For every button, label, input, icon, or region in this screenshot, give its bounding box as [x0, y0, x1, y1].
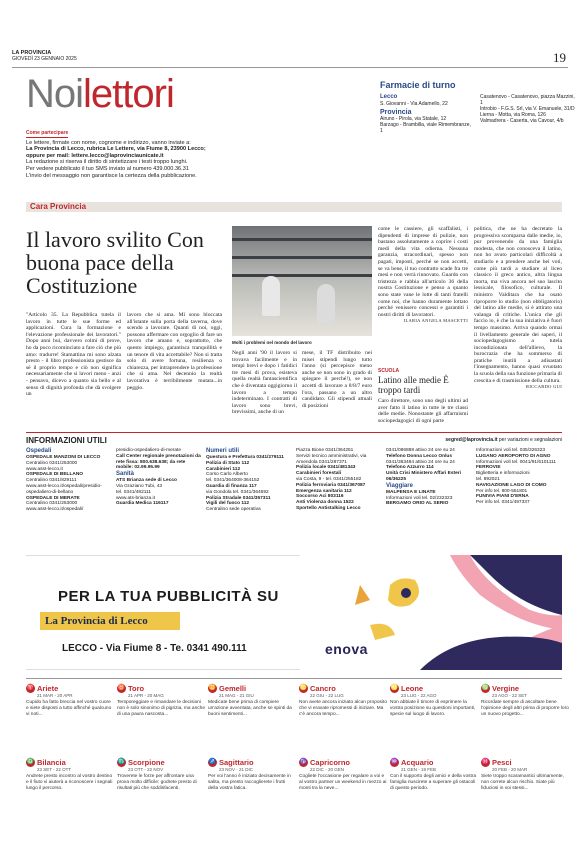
info-entry: 0341/086888 attivo 24 ore su 24 [386, 448, 455, 453]
article-column-1: "Articolo 35. La Repubblica tutela il lavoro in tutte le sue forme ed applicazioni. Cura la formazione e l'elevazione professionale dei lavoratori." Dopo anni bui, davvero colmi di prove, ho da poco ricominciato a fare ciò che più amo: tradurre! Stamattina mi sono alzata presto - il libro professionista gestisce da sé il proprio tempo e ciò non significa necessariamente che si lavori meno - anzi - pensavo, dicevo a quanto sia bello e al senso di dignità profonda che dà svolgere un [26, 312, 121, 398]
sign-dates: 23 NOV - 21 DIC [219, 767, 254, 772]
sign-text: Con il supporto degli amici e della vostra famiglia riuscirete a superare gli ostacoli di questo periodo. [390, 774, 477, 791]
pharmacy-item [380, 94, 475, 107]
sign-name: Gemelli [219, 684, 247, 693]
pharmacy-subheading: Provincia [380, 109, 412, 116]
sign-name: Capricorno [310, 758, 351, 767]
participate-header: Come partecipare [26, 130, 69, 136]
info-heading: Ospedali [26, 448, 52, 454]
info-entry-title: Emergenza sanitaria 112 [296, 488, 352, 494]
info-entry-title: ATS Brianza sede di Lecco [116, 478, 177, 484]
info-entry: www.asst-lecco.it/ospedali/presidio-ospedaliero-di-bellano [26, 483, 102, 495]
sign-dates: 21 MAR - 20 APR [37, 693, 73, 698]
ad-address: LECCO - Via Fiume 8 - Te. 0341 490.111 [62, 643, 247, 654]
zodiac-sagittario-icon: ♐ [208, 759, 217, 765]
pharmacy-col-2 [480, 94, 575, 124]
info-entry: www.asst-lecco.it [26, 466, 63, 472]
horoscope-sign-gemelli [208, 684, 296, 718]
info-entry: Per info tel. 0341/497337 [476, 500, 530, 506]
info-entry-title: Polizia ferroviaria 0341/367087 [296, 482, 366, 488]
pharmacy-entry: S. Giovanni - Via Adamello, 22 [380, 101, 448, 107]
info-entry: Centralino 0341/253000 [26, 460, 78, 466]
sign-name: Bilancia [37, 758, 66, 767]
info-entry-title: OSPEDALE MANZONI DI LECCO [26, 455, 101, 460]
info-entry-title: Call Center regionale prenotazioni da rete fissa: 800.638.638; da rete mobile: 02.99.95.99 [116, 453, 201, 471]
horoscope-sign-pesci [481, 758, 569, 792]
section-label: Cara Provincia [30, 202, 87, 211]
info-entry-title: OSPEDALE DI MERATE [26, 495, 80, 501]
zodiac-capricorno-icon: ♑ [299, 759, 308, 765]
scuola-column-2 [474, 226, 562, 391]
zodiac-acquario-icon: ♒ [390, 759, 399, 765]
sign-dates: 23 SET - 22 OTT [37, 767, 72, 772]
info-col-6 [476, 448, 561, 506]
sign-text: Ricordate sempre di ascoltare bene l'opinione degli altri prima di proporre loro un nuovo progetto... [481, 700, 569, 717]
info-entry-title: Unità Crisi Ministero Affari Esteri 06/36225 [386, 471, 461, 482]
pharmacy-entry: Casatenovo - Casatenovo, piazza Mazzini, 1 [480, 94, 575, 106]
sign-name: Acquario [401, 758, 434, 767]
zodiac-cancro-icon: ♋ [299, 685, 308, 691]
info-heading: Sanità [116, 471, 135, 478]
zodiac-toro-icon: ♉ [117, 685, 126, 691]
info-entry-title: FERROVIE [476, 465, 501, 471]
info-entry-title: NAVIGAZIONE LAGO DI COMO [476, 482, 547, 488]
horoscope-rule [26, 678, 562, 679]
info-entry-title: Polizia locale 0341/481343 [296, 465, 356, 471]
scuola-tag: SCUOLA [378, 368, 400, 374]
zodiac-ariete-icon: ♈ [26, 685, 35, 691]
page-number: 19 [553, 50, 566, 65]
info-entry-title: FUNIVIA PIANI D'ERNA [476, 494, 529, 500]
article-column-3: Negli anni '90 il lavoro si trovava facilmente e in tempi brevi e dopo i fatidici tre mesi di prova, esisteva quella realtà fantascientifica che è diventata oggigiorno il lavoro a tempo indeterminato. I contratti di lavoro sono brevi, brevissimi, anche di un [232, 350, 297, 416]
intro-line: La Provincia di Lecco, rubrica Le Lettere, via Fiume 8, 23900 Lecco; [26, 146, 206, 153]
zodiac-bilancia-icon: ♎ [26, 759, 35, 765]
pharmacy-entry: Lierna - Motta, via Roma, 126 [480, 112, 546, 118]
info-entry: tel. 0341/364008-364152 [206, 478, 260, 484]
article-column-4: mese, il TF distribuito nei misei stipendi lungo tutto l'anno (si percepisce meno anche se non sono in grado di spiegare il perché!), se non accetti di lavorare a 8/8/7 euro l'ora, passano a un altro candidato. Gli stipendi attuali di posizioni [302, 350, 372, 409]
info-entry-title: Carabinieri 112 [206, 466, 241, 472]
info-entry-title: MALPENSA E LINATE [386, 489, 436, 495]
info-entry-title: Polizia di Stato 112 [206, 460, 250, 466]
pharmacy-item [380, 122, 475, 134]
sign-dates: 21 APR - 20 MAG [128, 693, 164, 698]
info-entry: www.ats-brianza.it [116, 495, 155, 501]
horoscope-sign-vergine [481, 684, 569, 718]
sign-name: Pesci [492, 758, 512, 767]
sign-dates: 23 OTT - 22 NOV [128, 767, 164, 772]
info-email[interactable]: segred@laprovincia.it [445, 437, 498, 443]
article-headline: Il lavoro svilito Con buona pace della Costituzione [26, 227, 204, 298]
horoscope-sign-capricorno [299, 758, 387, 792]
info-entry: Centralino 0341/253000 [26, 501, 78, 507]
sign-dates: 22 DIC - 20 GEN [310, 767, 345, 772]
zodiac-pesci-icon: ♓ [481, 759, 490, 765]
info-entry-title: Questura e Prefettura 0341/279111 [206, 455, 284, 460]
info-entry: Per info tel. 800-551801 [476, 488, 528, 494]
photo-caption: Molti i problemi nel mondo del lavoro [232, 340, 312, 345]
scuola-headline: Latino alle medie È troppo tardi [378, 375, 449, 395]
sign-name: Vergine [492, 684, 520, 693]
pharmacy-item [480, 94, 575, 106]
sign-dates: 22 GIU - 22 LUG [310, 693, 344, 698]
pharmacy-title: Farmacie di turno [380, 80, 456, 90]
horoscope-sign-cancro [299, 684, 387, 718]
info-entry-title: Telefono Donna Lecco Onlus [386, 453, 453, 459]
pharmacy-city: Lecco [380, 94, 398, 100]
sign-text: Andrete presto incontro al vostro destino e il fiuto vi aiuterà a riconoscere i segnali lungo il percorso. [26, 774, 113, 791]
scuola-column-2-text: politica, che ne ha decretato la progressiva scomparsa dalle medie, io, pur provenendo da una famiglia modesta, che non conosceva il latino, non ho avuto particolari difficoltà a studiarlo e a prendere anche bei voti, come più tardi a studiare al liceo classico il greco antico, altra lingua morta, ma viva ancora nel suo lascito lessicale, filosofico, culturale. Il ministro Valditara che ha osato riproporre lo studio (non obbligatorio) del latino alle medie, si è attirato una valanga di critiche. L'unica che gli faccio io, è che la sua iniziativa è fuori tempo massimo. Arriva quando ormai il livellamento generale dei saperi, il sociopedagogismo a tutela incondizionata dell'allievo, la burocrazia che ha sommerso di pratiche inutili a adisastati l'insegnamento, hanno quasi svuotato la scuola della sua funzione primaria di crescita e di trasmissione della cultura. [474, 226, 562, 384]
info-contact [445, 437, 562, 443]
info-entry-title: Soccorso Aci 803116 [296, 494, 344, 500]
sign-text: Cupido ha fatto breccia nel vostro cuore e siete disposti a tutto affinché qualcuno vi noti... [26, 700, 112, 717]
info-entry-title: LUGANO AEROPORTO DI AGNO [476, 453, 551, 459]
scuola-column-1: Caro direttore, sono uno degli ultimi ad aver fatto il latino in tutte le tre classi delle medie. Nonostante gli affarmismi sociopedagogici di ogni parte [378, 398, 468, 424]
ad-title: PER LA TUA PUBBLICITÀ SU [58, 588, 279, 605]
title-noi: Noi [26, 72, 84, 116]
horoscope-sign-bilancia [26, 758, 114, 792]
info-entry: Centralino sede operativa [206, 507, 261, 513]
pharmacy-entry: Airuno - Pirola, via Statale, 12 [380, 116, 447, 122]
info-col-4 [296, 448, 381, 512]
intro-line: oppure per mail: lettere.lecco@laprovinciaunicate.it [26, 152, 164, 159]
article-column-5-text: come le cassiere, gli scaffalisti, i dipendenti di imprese di pulizie, non bastano assolutamente a coprire i costi medi della vita odierna. Nessuna garanzia, stracordinarì, spesso non pagati, imposti, perché se non accetti, se va bene, il tuo contratto scade fra tre mesi e non verrà rinnovato. Guardo con tristezza e rabbia all'articolo 36 della nostra Costituzione e penso a quanto sono state vane le lotte di tanti fratelli come noi, che hanno duramente lottato perché venissero concessi e garantiti i nostri diritti di lavoratori. [378, 226, 468, 318]
sign-dates: 21 GEN - 19 FEB [401, 767, 437, 772]
horoscope-sign-acquario [390, 758, 478, 792]
horoscope-sign-leone [390, 684, 478, 718]
info-entry: Corso Carlo Alberto [206, 472, 248, 478]
masthead [12, 50, 77, 62]
info-entry-title: OSPEDALE DI BELLANO [26, 472, 84, 478]
sign-text: Cogliete l'occasione per regalare a voi e al vostro partner un weekend in mezzo ai monti tra la neve... [299, 774, 387, 791]
sign-name: Ariete [37, 684, 59, 693]
info-entry: 0341/363484 attivo 24 ore su 24 [386, 459, 455, 465]
sign-name: Cancro [310, 684, 336, 693]
zodiac-scorpione-icon: ♏ [117, 759, 126, 765]
sign-text: Non abbiate il timore di esprimere la vostra posizione su questioni importanti, specie sul luogo di lavoro. [390, 700, 476, 717]
section-title [26, 72, 174, 116]
zodiac-leone-icon: ♌ [390, 685, 399, 691]
sign-dates: 21 MAG - 21 GIU [219, 693, 254, 698]
info-entry-title: BERGAMO ORIO AL SERIO [386, 501, 449, 507]
info-col-3 [206, 448, 291, 513]
info-entry: tel. 0341/482111 [116, 489, 152, 495]
pharmacy-entry: Introbio - F.G.S. Srl, via V. Emanuele, 31/D [480, 106, 575, 112]
article-photo [232, 226, 372, 336]
sign-text: Temporeggiare e rimandare le decisioni non è solo sinonimo di pigrizia, ma anche di una paura nascosta... [117, 700, 205, 717]
zodiac-gemelli-icon: ♊ [208, 685, 217, 691]
info-entry: presidio-ospedaliero-di-merate [116, 448, 182, 453]
intro-line: La redazione si riserva il diritto di sintetizzare i testi troppo lunghi. [26, 159, 188, 166]
sign-name: Sagittario [219, 758, 254, 767]
info-heading: Viaggiare [386, 482, 413, 489]
info-entry: Centralino 0341/829111 [26, 478, 77, 484]
intro-line: Le lettere, firmate con nome, cognome e indirizzo, vanno inviate a: [26, 139, 191, 146]
pharmacy-entry: Valmadrera - Caserta, via Cavour, 4/b [480, 118, 564, 124]
info-contact-text: per variazioni e segnalazioni [498, 437, 562, 443]
horoscope-sign-ariete [26, 684, 114, 718]
title-lettori: lettori [83, 72, 174, 116]
top-rule [12, 67, 568, 68]
info-entry-title: Guardia di finanza 117 [206, 483, 257, 489]
intro-line: L'invio del messaggio non garantisce la certezza della pubblicazione. [26, 172, 197, 179]
paper-name: LA PROVINCIA [12, 50, 52, 56]
info-entry: Informazioni voli tel. 0041/91/6101111 [476, 459, 557, 465]
pharmacy-box [380, 80, 575, 134]
author-signature: RICCARDO GUI [526, 384, 562, 390]
pharmacy-col-1 [380, 94, 475, 134]
info-entry-title: Vigili del fuoco 112 [206, 501, 250, 507]
info-entry: www.asst-lecco.it/ospedali/ [26, 507, 84, 513]
sign-text: Per voi l'anno è iniziato decisamente in salita, ma presto raccoglierete i frutti della vostra fatica. [208, 774, 291, 791]
info-entry-title: Sportello Antistalking Lecco [296, 505, 361, 511]
intro-line: Per vedere pubblicato il tuo SMS inviato al numero 439.000.36.31 [26, 165, 189, 172]
sign-text: Medicate bene prima di compiere un'azione avventata, anche se spinti da buoni sentimenti... [208, 700, 292, 717]
pharmacy-entry: Barzago - Brambilla, viale Rimembranze, 1 [380, 122, 471, 134]
info-entry: Informazioni voli tel. 02/232323 [386, 495, 453, 501]
ad-brand-logo: La Provincia di Lecco [40, 612, 180, 630]
info-rule [26, 432, 562, 433]
horoscope-sign-sagittario [208, 758, 296, 792]
info-entry: Piazza Bione 0341/364251 [296, 448, 354, 453]
sign-name: Toro [128, 684, 145, 693]
zodiac-vergine-icon: ♍ [481, 685, 490, 691]
info-entry-title: Polizia Stradale 0341/357311 [206, 495, 271, 501]
info-entry: via Gondola tel. 0341/364692 [206, 489, 269, 495]
info-entry: via Costa, 9 - tel. 0341/255182 [296, 476, 362, 482]
info-entry: tel. 892021 [476, 476, 500, 482]
horoscope-sign-scorpione [117, 758, 205, 792]
sign-dates: 23 LUG - 22 AGO [401, 693, 437, 698]
horoscope-sign-toro [117, 684, 205, 718]
issue-date: GIOVEDÌ 23 GENNAIO 2025 [12, 56, 77, 62]
sign-dates: 23 AGO - 22 SET [492, 693, 528, 698]
ad-enova-logo: enova [325, 641, 368, 657]
sign-text: Non avete ancora iniziato alcun proposito che vi eravate ripromessi di iniziare. Ma c'è ancora tempo... [299, 700, 387, 717]
info-col-2 [116, 448, 201, 507]
author-signature: ILARIA ANGELA MASCETTI [403, 318, 468, 324]
info-entry: Biglietteria e informazioni [476, 471, 530, 477]
info-entry-title: Guardia Medica 116117 [116, 501, 169, 507]
how-to-participate [26, 130, 316, 179]
sign-dates: 20 FEB - 20 MAR [492, 767, 528, 772]
sign-name: Scorpione [128, 758, 165, 767]
info-entry-title: Anti Violenza donna 1522 [296, 500, 354, 506]
info-col-1 [26, 448, 111, 513]
section-bar [26, 202, 562, 212]
article-column-5 [378, 226, 468, 325]
info-heading: Numeri utili [206, 448, 240, 454]
sign-text: Troverete le forze per affrontare una prova molto difficile: godrete presto di risultati più che soddisfacenti. [117, 774, 197, 791]
sign-name: Leone [401, 684, 424, 693]
article-column-2: lavoro che si ama. Mi sono bloccata all'istante sulla porta della taverna, dove scendo a lavorare. Quanti di noi, oggi, possono affermare con orgoglio di fare un lavoro che amano e, soprattutto, che questo impiego, garantisca tranquillità e un tenore di vita accettabile? Non si tratta solo di avere fortuna, resilienza o chiarezza, per intraprendere la professione che si ama. Nel decennio la realtà lavorativa è terribilmente mutata...in peggio. [127, 312, 222, 391]
sign-text: Siete troppo scaramantici ultimamente, non correte alcun rischio. Siate più fiduciosi in voi stessi... [481, 774, 564, 791]
info-col-5 [386, 448, 471, 507]
info-entry: Informazioni voli tel. 035/326323 [476, 448, 546, 453]
info-entry: Servizi tecnico amministrativi, via Amendola 0341/287371 [296, 453, 367, 465]
info-entry-title: Carabinieri forestali [296, 471, 342, 477]
info-entry-title: Telefono Azzurro 114 [386, 465, 434, 471]
info-title: INFORMAZIONI UTILI [26, 436, 107, 445]
pharmacy-item [480, 118, 575, 124]
info-entry: Via Graziano Tubi, 43 [116, 483, 163, 489]
